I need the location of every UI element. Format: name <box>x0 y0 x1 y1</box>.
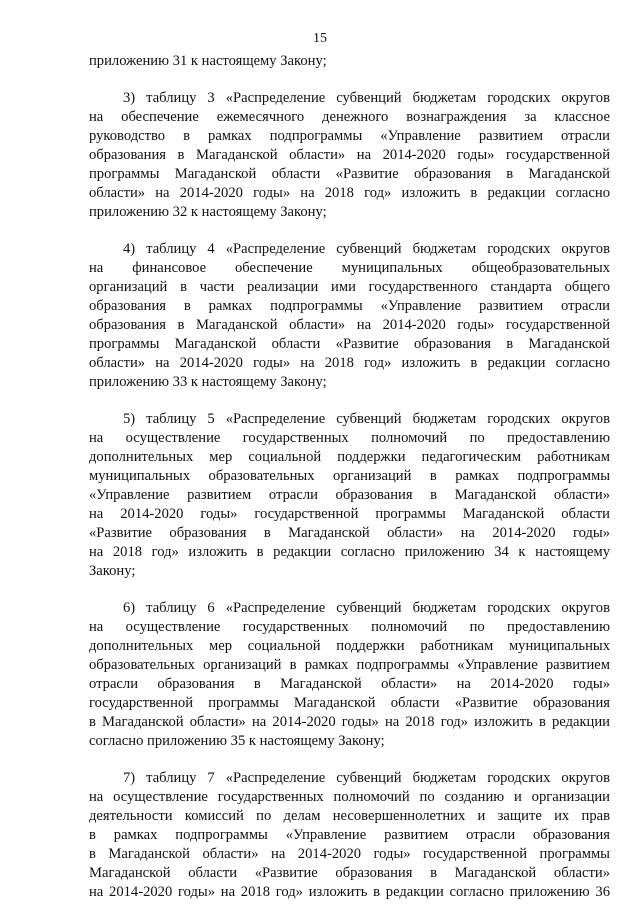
item-4-line: программы Магаданской области «Развитие образования в Магаданской <box>89 336 610 352</box>
item-7-line: в рамках подпрограммы «Управление развитием отрасли образования <box>89 827 610 843</box>
item-5-line: 5) таблицу 5 «Распределение субвенций бюджетам городских округов <box>123 411 610 427</box>
item-3-line: руководство в рамках подпрограммы «Управление развитием отрасли <box>89 128 610 144</box>
item-5-line: Закону; <box>89 563 136 579</box>
item-5-line: «Управление развитием отрасли образования в Магаданской области» <box>89 487 610 503</box>
item-3-line: образования в Магаданской области» на 2014-2020 годы» государственной <box>89 147 610 163</box>
item-3-line: области» на 2014-2020 годы» на 2018 год» изложить в редакции согласно <box>89 185 610 201</box>
item-6-line: на осуществление государственных полномочий по предоставлению <box>89 619 610 635</box>
item-7-line: в Магаданской области» на 2014-2020 годы» государственной программы <box>89 846 610 862</box>
item-4-line: области» на 2014-2020 годы» на 2018 год» изложить в редакции согласно <box>89 355 610 371</box>
item-6-line: образовательных организаций в рамках подпрограммы «Управление развитием <box>89 657 610 673</box>
item-3-line: 3) таблицу 3 «Распределение субвенций бюджетам городских округов <box>123 90 610 106</box>
item-7-line: на 2014-2020 годы» на 2018 год» изложить в редакции согласно приложению 36 <box>89 884 610 900</box>
item-3-line: на обеспечение ежемесячного денежного вознаграждения за классное <box>89 109 610 125</box>
item-7-line: 7) таблицу 7 «Распределение субвенций бюджетам городских округов <box>123 770 610 786</box>
item-6-line: государственной программы Магаданской области «Развитие образования <box>89 695 610 711</box>
page-number: 15 <box>313 31 327 46</box>
item-6-line: согласно приложению 35 к настоящему Закону; <box>89 733 385 749</box>
item-4-line: образования в Магаданской области» на 2014-2020 годы» государственной <box>89 317 610 333</box>
item-5-line: на 2014-2020 годы» государственной программы Магаданской области <box>89 506 610 522</box>
item-3-line: программы Магаданской области «Развитие образования в Магаданской <box>89 166 610 182</box>
item-5-line: дополнительных мер социальной поддержки педагогическим работникам <box>89 449 610 465</box>
item-5-line: муниципальных образовательных организаций в рамках подпрограммы <box>89 468 610 484</box>
item-5-line: «Развитие образования в Магаданской области» на 2014-2020 годы» <box>89 525 610 541</box>
item-7-line: Магаданской области «Развитие образования в Магаданской области» <box>89 865 610 881</box>
paragraph-continuation-line: приложению 31 к настоящему Закону; <box>89 53 327 69</box>
item-5-line: на осуществление государственных полномочий по предоставлению <box>89 430 610 446</box>
item-4-line: организаций в части реализации ими государственного стандарта общего <box>89 279 610 295</box>
item-6-line: 6) таблицу 6 «Распределение субвенций бюджетам городских округов <box>123 600 610 616</box>
item-4-line: на финансовое обеспечение муниципальных общеобразовательных <box>89 260 610 276</box>
item-4-line: 4) таблицу 4 «Распределение субвенций бюджетам городских округов <box>123 241 610 257</box>
item-4-line: приложению 33 к настоящему Закону; <box>89 374 327 390</box>
item-3-line: приложению 32 к настоящему Закону; <box>89 204 327 220</box>
item-6-line: дополнительных мер социальной поддержки работникам муниципальных <box>89 638 610 654</box>
item-7-line: деятельности комиссий по делам несовершеннолетних и защите их прав <box>89 808 610 824</box>
item-6-line: отрасли образования в Магаданской области» на 2014-2020 годы» <box>89 676 610 692</box>
item-4-line: образования в рамках подпрограммы «Управление развитием отрасли <box>89 298 610 314</box>
item-6-line: в Магаданской области» на 2014-2020 годы» на 2018 год» изложить в редакции <box>89 714 610 730</box>
item-7-line: на осуществление государственных полномочий по созданию и организации <box>89 789 610 805</box>
item-5-line: на 2018 год» изложить в редакции согласно приложению 34 к настоящему <box>89 544 610 560</box>
